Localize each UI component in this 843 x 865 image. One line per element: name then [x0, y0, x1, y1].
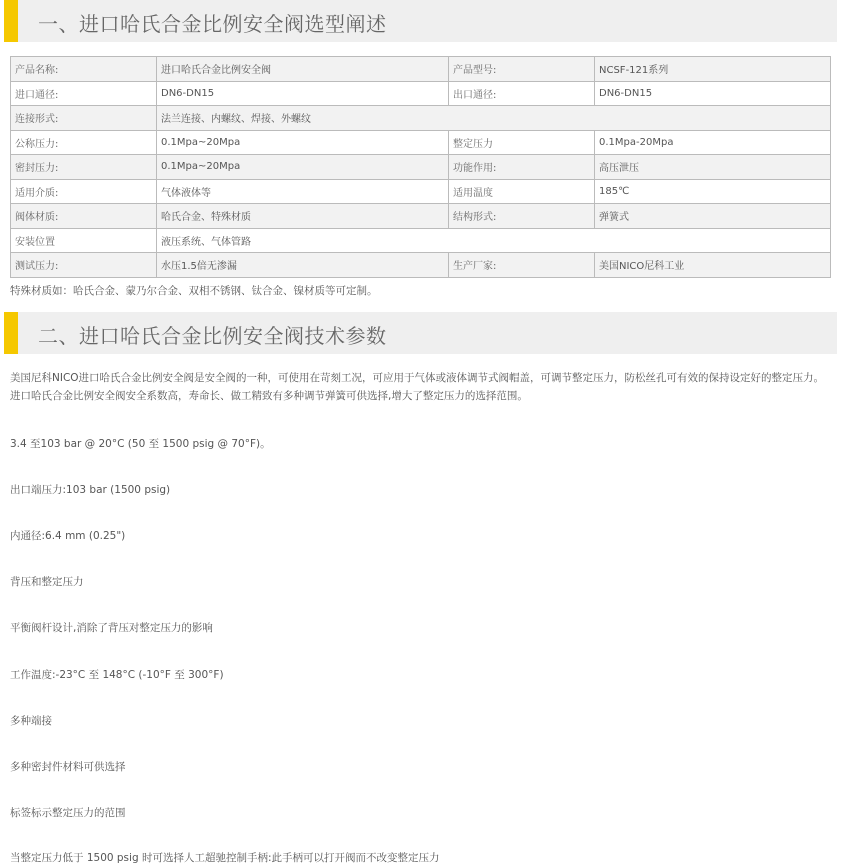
- param-line: 当整定压力低于 1500 psig 时可选择人工超驰控制手柄:此手柄可以打开阀而不改变整定压力: [10, 852, 440, 864]
- table-cell-value: 法兰连接、内螺纹、焊接、外螺纹: [157, 106, 831, 131]
- table-cell-label: 产品型号:: [449, 57, 595, 82]
- section-header-parameters: [4, 312, 837, 354]
- table-cell-value: DN6-DN15: [595, 81, 831, 106]
- param-line: 3.4 至103 bar @ 20°C (50 至 1500 psig @ 70°F)。: [10, 438, 271, 450]
- table-row: [11, 81, 831, 106]
- table-cell-value: 进口哈氏合金比例安全阀: [157, 57, 449, 82]
- table-cell-label: 产品名称:: [11, 57, 157, 82]
- section-accent-bar: [4, 0, 18, 42]
- table-row: [11, 106, 831, 131]
- table-cell-value: 气体液体等: [157, 179, 449, 204]
- param-line: 工作温度:-23°C 至 148°C (-10°F 至 300°F): [10, 669, 224, 681]
- table-cell-value: DN6-DN15: [157, 81, 449, 106]
- param-line: 出口端压力:103 bar (1500 psig): [10, 484, 171, 496]
- table-cell-value: 美国NICO尼科工业: [595, 253, 831, 278]
- table-row: [11, 179, 831, 204]
- table-row: [11, 57, 831, 82]
- table-cell-value: 0.1Mpa~20Mpa: [157, 155, 449, 180]
- table-cell-label: 公称压力:: [11, 130, 157, 155]
- table-cell-label: 连接形式:: [11, 106, 157, 131]
- table-row: [11, 253, 831, 278]
- param-line: 标签标示整定压力的范围: [10, 807, 126, 819]
- table-cell-value: 水压1.5倍无渗漏: [157, 253, 449, 278]
- table-cell-label: 适用温度: [449, 179, 595, 204]
- table-cell-value: 0.1Mpa~20Mpa: [157, 130, 449, 155]
- table-cell-value: 液压系统、气体管路: [157, 228, 831, 253]
- table-cell-label: 结构形式:: [449, 204, 595, 229]
- special-material-note: 特殊材质如：哈氏合金、蒙乃尔合金、双相不锈钢、钛合金、镍材质等可定制。: [10, 285, 378, 297]
- table-row: [11, 155, 831, 180]
- section-header-selection: [4, 0, 837, 42]
- table-cell-label: 生产厂家:: [449, 253, 595, 278]
- table-row: [11, 130, 831, 155]
- intro-paragraph: 美国尼科NICO进口哈氏合金比例安全阀是安全阀的一种，可使用在苛刻工况，可应用于气体或液体调节式阀帽盖，可调节整定压力，防松丝孔可有效的保持设定好的整定压力。进口哈氏合金比例安全阀安全系数高，寿命长、做工精致有多种调节弹簧可供选择,增大了整定压力的选择范围。: [10, 372, 825, 402]
- table-row: [11, 228, 831, 253]
- param-line: 背压和整定压力: [10, 576, 84, 588]
- table-cell-label: 密封压力:: [11, 155, 157, 180]
- table-cell-label: 整定压力: [449, 130, 595, 155]
- table-cell-label: 安装位置: [11, 228, 157, 253]
- table-cell-label: 功能作用:: [449, 155, 595, 180]
- table-cell-value: 弹簧式: [595, 204, 831, 229]
- section-accent-bar: [4, 312, 18, 354]
- table-cell-value: 185℃: [595, 179, 831, 204]
- table-cell-label: 适用介质:: [11, 179, 157, 204]
- table-cell-label: 阀体材质:: [11, 204, 157, 229]
- spec-table: [10, 56, 831, 278]
- section-title: 一、进口哈氏合金比例安全阀选型阐述: [38, 12, 387, 36]
- table-row: [11, 204, 831, 229]
- param-line: 平衡阀杆设计,消除了背压对整定压力的影响: [10, 622, 213, 634]
- table-cell-value: 0.1Mpa-20Mpa: [595, 130, 831, 155]
- table-cell-label: 出口通径:: [449, 81, 595, 106]
- param-line: 内通径:6.4 mm (0.25"): [10, 530, 126, 542]
- table-cell-value: 哈氏合金、特殊材质: [157, 204, 449, 229]
- param-line: 多种端接: [10, 715, 52, 727]
- table-cell-label: 测试压力:: [11, 253, 157, 278]
- table-cell-value: 高压泄压: [595, 155, 831, 180]
- table-cell-label: 进口通径:: [11, 81, 157, 106]
- param-line: 多种密封件材料可供选择: [10, 761, 126, 773]
- section-title: 二、进口哈氏合金比例安全阀技术参数: [38, 324, 387, 348]
- table-cell-value: NCSF-121系列: [595, 57, 831, 82]
